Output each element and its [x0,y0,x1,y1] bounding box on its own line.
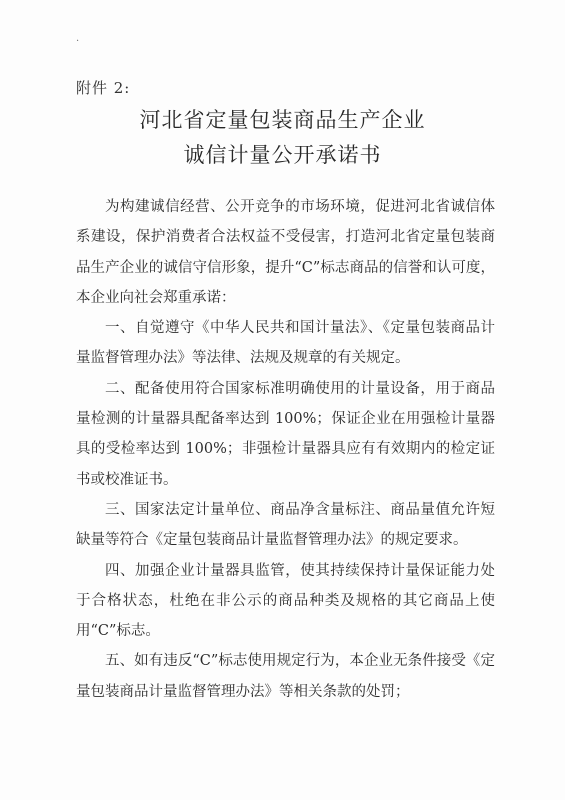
paragraph-clause-2: 二、配备使用符合国家标准明确使用的计量设备，用于商品量检测的计量器具配备率达到 100%；保证企业在用强检计量器具的受检率达到 100%；非强检计量器具应有有效期内的检定证书或校准证书。 [76,380,495,488]
paragraph-clause-5: 五、如有违反“C”标志使用规定行为，本企业无条件接受《定量包装商品计量监督管理办法》等相关条款的处罚； [76,653,495,700]
paragraph-clause-1: 一、自觉遵守《中华人民共和国计量法》、《定量包装商品计量监督管理办法》等法律、法规及规章的有关规定。 [76,320,495,367]
corner-mark: · [76,36,80,47]
document-body [76,192,495,707]
document-title-line-1: 河北省定量包装商品生产企业 [139,108,426,132]
paragraph-clause-3: 三、国家法定计量单位、商品净含量标注、商品量值允许短缺量等符合《定量包装商品计量监督管理办法》的规定要求。 [76,501,495,549]
document-title-line-2: 诚信计量公开承诺书 [183,143,382,167]
attachment-label: 附件 2: [76,79,131,97]
paragraph-clause-4: 四、加强企业计量器具监管，使其持续保持计量保证能力处于合格状态，杜绝在非公示的商品种类及规格的其它商品上使用“C”标志。 [76,562,495,640]
paragraph-intro: 为构建诚信经营、公开竞争的市场环境，促进河北省诚信体系建设，保护消费者合法权益不受侵害，打造河北省定量包装商品生产企业的诚信守信形象，提升“C”标志商品的信誉和认可度，本企业向社会郑重承诺： [76,199,495,306]
